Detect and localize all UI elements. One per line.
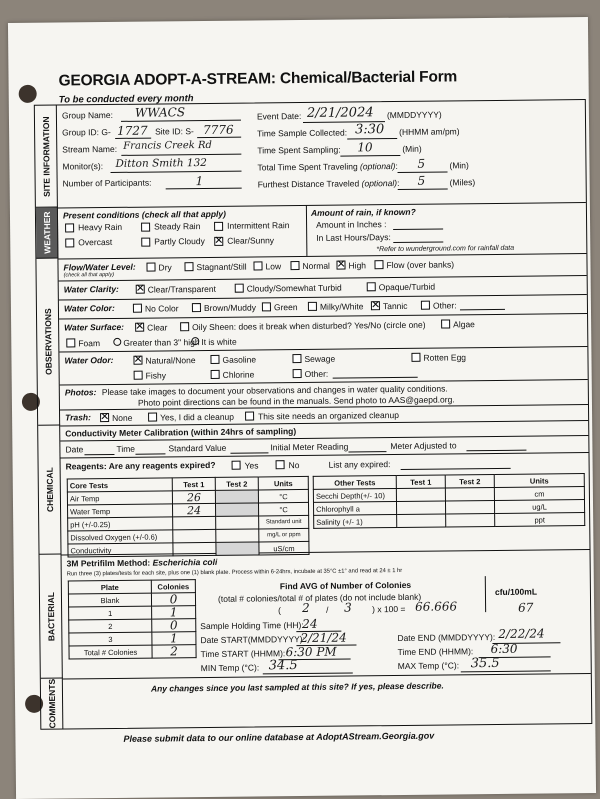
method-label: 3M Petrifilm Method: Escherichia coli bbox=[66, 556, 218, 569]
surface-clear-checkbox[interactable] bbox=[135, 323, 144, 332]
table-row: Dissolved Oxygen (+/-0.6) mg/L or ppm bbox=[68, 528, 309, 544]
reagents-yes-checkbox[interactable] bbox=[232, 461, 241, 470]
time-spent-field[interactable]: 10 bbox=[357, 140, 373, 155]
white-radio[interactable] bbox=[191, 337, 199, 345]
flow-over-banks-checkbox[interactable] bbox=[374, 260, 383, 269]
trash-none-checkbox[interactable] bbox=[100, 413, 109, 422]
table-row: 3 1 bbox=[69, 632, 196, 646]
present-conditions-label: Present conditions (check all that apply) bbox=[62, 208, 226, 221]
table-row: Conductivity uS/cm bbox=[68, 541, 309, 557]
date-end-field[interactable]: 2/22/24 bbox=[498, 626, 545, 641]
section-chemical: CHEMICAL bbox=[38, 426, 61, 555]
form-subtitle: To be conducted every month bbox=[58, 93, 194, 106]
table-row: Salinity (+/- 1) ppt bbox=[314, 513, 585, 529]
site-id-field[interactable]: 7776 bbox=[203, 122, 234, 138]
travel-time-field[interactable]: 5 bbox=[417, 156, 426, 171]
group-id-label: Group ID: G- bbox=[62, 126, 111, 138]
comments-prompt: Any changes since you last sampled at this site? If yes, please describe. bbox=[150, 680, 444, 694]
max-temp-field[interactable]: 35.5 bbox=[470, 655, 500, 672]
color-brown-checkbox[interactable] bbox=[192, 303, 201, 312]
form-footer: Please submit data to our online database at AdoptAStream.Georgia.gov bbox=[123, 730, 435, 744]
reagents-no-checkbox[interactable] bbox=[276, 460, 285, 469]
other-tests-table: Other Tests Test 1 Test 2 Units Secchi Depth(+/- 10) cm Chlorophyll a ug/L Salinity (+/- 1) ppt bbox=[313, 473, 586, 529]
table-row: pH (+/-0.25) Standard unit bbox=[68, 515, 309, 531]
surface-oily-checkbox[interactable] bbox=[180, 322, 189, 331]
travel-time-label: Total Time Spent Traveling (optional): bbox=[257, 160, 398, 173]
clarity-cloudy-checkbox[interactable] bbox=[235, 284, 244, 293]
flow-stagnant-checkbox[interactable] bbox=[184, 262, 193, 271]
monitors-field[interactable]: Ditton Smith 132 bbox=[115, 156, 208, 170]
time-spent-label: Time Spent Sampling: bbox=[257, 144, 341, 156]
trash-cleanup-checkbox[interactable] bbox=[148, 413, 157, 422]
comments-area[interactable] bbox=[65, 692, 587, 725]
travel-dist-label: Furthest Distance Traveled (optional): bbox=[257, 177, 400, 190]
trash-organized-checkbox[interactable] bbox=[245, 412, 254, 421]
time-start-field[interactable]: 6:30 PM bbox=[285, 644, 337, 660]
heavy-rain-checkbox[interactable] bbox=[65, 223, 74, 232]
cfu-header: cfu/100mL bbox=[494, 586, 538, 597]
color-green-checkbox[interactable] bbox=[262, 302, 271, 311]
table-row: 2 0 bbox=[69, 619, 196, 633]
odor-fishy-checkbox[interactable] bbox=[134, 371, 143, 380]
table-row: Air Temp 26 °C bbox=[67, 489, 308, 505]
total-colonies[interactable]: 2 bbox=[170, 644, 178, 659]
section-observations: OBSERVATIONS bbox=[36, 259, 60, 426]
group-id-field[interactable]: 1727 bbox=[117, 123, 148, 138]
flow-dry-checkbox[interactable] bbox=[146, 263, 155, 272]
group-name-label: Group Name: bbox=[61, 109, 114, 121]
punch-hole bbox=[19, 85, 37, 103]
surface-algae-checkbox[interactable] bbox=[441, 319, 450, 328]
event-date-field[interactable]: 2/21/2024 bbox=[306, 105, 374, 121]
form-sheet bbox=[8, 17, 596, 799]
stream-name-field[interactable]: Francis Creek Rd bbox=[123, 139, 212, 152]
date-start-field[interactable]: 2/21/24 bbox=[300, 630, 347, 646]
odor-natural-checkbox[interactable] bbox=[133, 356, 142, 365]
holding-time-field[interactable]: 24 bbox=[302, 616, 318, 632]
site-id-label: Site ID: S- bbox=[155, 126, 194, 137]
water-temp-test1[interactable]: 24 bbox=[186, 503, 202, 517]
foam-checkbox[interactable] bbox=[66, 338, 75, 347]
group-name-field[interactable]: WWACS bbox=[134, 105, 186, 120]
avg-title: Find AVG of Number of Colonies bbox=[279, 579, 412, 592]
table-row: Secchi Depth(+/- 10) cm bbox=[313, 487, 584, 503]
odor-gasoline-checkbox[interactable] bbox=[210, 355, 219, 364]
intermittent-rain-checkbox[interactable] bbox=[214, 222, 223, 231]
section-site-info: SITE INFORMATION bbox=[35, 106, 58, 208]
monitors-label: Monitor(s): bbox=[62, 161, 104, 172]
clarity-clear-checkbox[interactable] bbox=[136, 285, 145, 294]
air-temp-test1[interactable]: 26 bbox=[186, 490, 201, 504]
section-weather: WEATHER bbox=[36, 208, 59, 259]
table-row: Blank 0 bbox=[68, 593, 195, 607]
color-tannic-checkbox[interactable] bbox=[371, 301, 380, 310]
overcast-checkbox[interactable] bbox=[65, 238, 74, 247]
time-collected-label: Time Sample Collected: bbox=[257, 127, 348, 139]
avg-denominator[interactable]: 3 bbox=[344, 600, 352, 615]
table-row: Water Temp 24 °C bbox=[68, 502, 309, 518]
participants-field[interactable]: 1 bbox=[195, 174, 204, 189]
core-tests-table: Core Tests Test 1 Test 2 Units Air Temp 26 °C Water Temp 24 °C pH (+/-0.25) Standard unit Dissolved Oxygen (+/-0.6) mg/L or ppm Conductivity uS/cm bbox=[67, 476, 310, 558]
flow-high-checkbox[interactable] bbox=[336, 261, 345, 270]
table-row: Chlorophyll a ug/L bbox=[313, 500, 584, 516]
color-other-checkbox[interactable] bbox=[421, 301, 430, 310]
partly-cloudy-checkbox[interactable] bbox=[141, 238, 150, 247]
odor-rotten-egg-checkbox[interactable] bbox=[411, 353, 420, 362]
color-milky-checkbox[interactable] bbox=[308, 302, 317, 311]
flow-normal-checkbox[interactable] bbox=[290, 261, 299, 270]
odor-chlorine-checkbox[interactable] bbox=[211, 370, 220, 379]
cfu-value[interactable]: 67 bbox=[518, 600, 534, 615]
odor-other-checkbox[interactable] bbox=[293, 369, 302, 378]
stream-name-label: Stream Name: bbox=[62, 143, 118, 155]
clarity-opaque-checkbox[interactable] bbox=[367, 282, 376, 291]
section-comments: COMMENTS bbox=[41, 679, 64, 729]
plate2-colonies[interactable]: 0 bbox=[169, 618, 178, 633]
time-end-field[interactable]: 6:30 bbox=[490, 641, 518, 657]
plate3-colonies[interactable]: 1 bbox=[170, 631, 178, 646]
steady-rain-checkbox[interactable] bbox=[141, 223, 150, 232]
color-none-checkbox[interactable] bbox=[133, 304, 142, 313]
greater-radio[interactable] bbox=[113, 338, 121, 346]
time-collected-field[interactable]: 3:30 bbox=[355, 122, 385, 138]
avg-numerator[interactable]: 2 bbox=[302, 600, 310, 616]
blank-colonies[interactable]: 0 bbox=[169, 592, 178, 607]
form-title: GEORGIA ADOPT-A-STREAM: Chemical/Bacterial Form bbox=[58, 68, 458, 90]
plates-table: Plate Colonies Blank 0 1 1 2 0 3 1 Total # Colonies 2 bbox=[68, 579, 197, 659]
avg-result[interactable]: 66.666 bbox=[415, 599, 458, 614]
flow-low-checkbox[interactable] bbox=[253, 261, 262, 270]
odor-sewage-checkbox[interactable] bbox=[292, 354, 301, 363]
event-date-label: Event Date: bbox=[256, 110, 302, 122]
form-frame: SITE INFORMATION WEATHER OBSERVATIONS CHEMICAL BACTERIAL COMMENTS Group Name: WWACS Group ID: G- 1727 Site ID: S- 7776 Stream Name: Francis Creek Rd Monitor(s): Ditton Smith 132 Number of Participants: 1 Event Date: 2/21/2024 (MMDDYYYY) Time Sample Collected: 3:30 (HHMM am/pm) Time Spent Sampling: 10 (Min) Total Time Spent Traveling (optional): 5 (Min) Furthest Distance Traveled (optional): 5 (Miles) Present conditions (check all that apply) Heavy Rain Steady Rain Intermittent Rain Overcast Partly Cloudy ✕ Clear/Sunny Amount of rain, if known? Amount in Inches : In Last Hours/Days: *Refer to wunderground.com for rainfall data Flow/Water Level: (check all that apply) Dry Stagnant/Still Low Normal ✕ High Flow (over banks) Water Clarity: ✕ Clear/Transparent Cloudy/Somewhat Turbid Opaque/Turbid Water Color: No Color Brown/Muddy Green Milky/White ✕ Tannic Other: Water Surface: ✕ Clear Oily Sheen: does it break when disturbed? Yes/No (circle one) Algae Foam Greater than 3" high It is white Water Odor: ✕ Natural/None Gasoline Sewage Rotten Egg Fishy Chlorine Other: Photos: Please take images to document your observations and changes in water quality conditions. Photo point directions can be found in the manuals. Send photo to AAS@gaepd.org. Trash: ✕ None Yes, I did a cleanup This site needs an organized cleanup Conductivity Meter Calibration (within 24hrs of sampling) Date Time Standard Value Initial Meter Reading Meter Adjusted to Reagents: Are any reagents expired? Yes No List any expired: Core Tests Test 1 Test 2 Units Air Temp 26 °C Water Temp 24 °C pH (+/-0.25) Standard unit Dissolved Oxygen (+/-0.6) mg/L or ppm Conductivity uS/cm Other Tests Test 1 Test 2 Units Secchi Depth(+/- 10) cm Chlorophyll a ug/L Salinity (+/- 1) ppt 3M Petrifilm Method: Escherichia coli Run three (3) plates/tests for each site, plus one (1) blank plate. Process within 6-24hrs, incubate at 35°C ±1° and read at 24 ± 1 hr Plate Colonies Blank 0 1 1 2 0 3 1 Total # Colonies 2 Find AVG of Number of Colonies (total # colonies/total # of plates (do not include blank) cfu/100mL ( 2 / 3 ) x 100 = 66.666 67 Sample Holding Time (HH): 24 Date START(MMDDYYYY): 2/21/24 Time START (HHMM): 6:30 PM MIN Temp (°C): 34.5 Date END (MMDDYYYY): 2/22/24 Time END (HHMM): 6:30 MAX Temp (°C): 35.5 Any changes since you last sampled at this site? If yes, please describe. bbox=[34, 99, 593, 730]
table-row: 1 1 bbox=[69, 606, 196, 620]
table-row: Total # Colonies 2 bbox=[69, 645, 196, 659]
plate1-colonies[interactable]: 1 bbox=[169, 605, 178, 620]
min-temp-field[interactable]: 34.5 bbox=[268, 658, 298, 674]
rain-amount-label: Amount of rain, if known? bbox=[310, 206, 416, 218]
participants-label: Number of Participants: bbox=[62, 177, 152, 189]
clear-sunny-checkbox[interactable] bbox=[214, 237, 223, 246]
travel-dist-field[interactable]: 5 bbox=[417, 173, 426, 188]
section-bacterial: BACTERIAL bbox=[40, 555, 63, 679]
calibration-label: Conductivity Meter Calibration (within 24hrs of sampling) bbox=[65, 426, 297, 439]
